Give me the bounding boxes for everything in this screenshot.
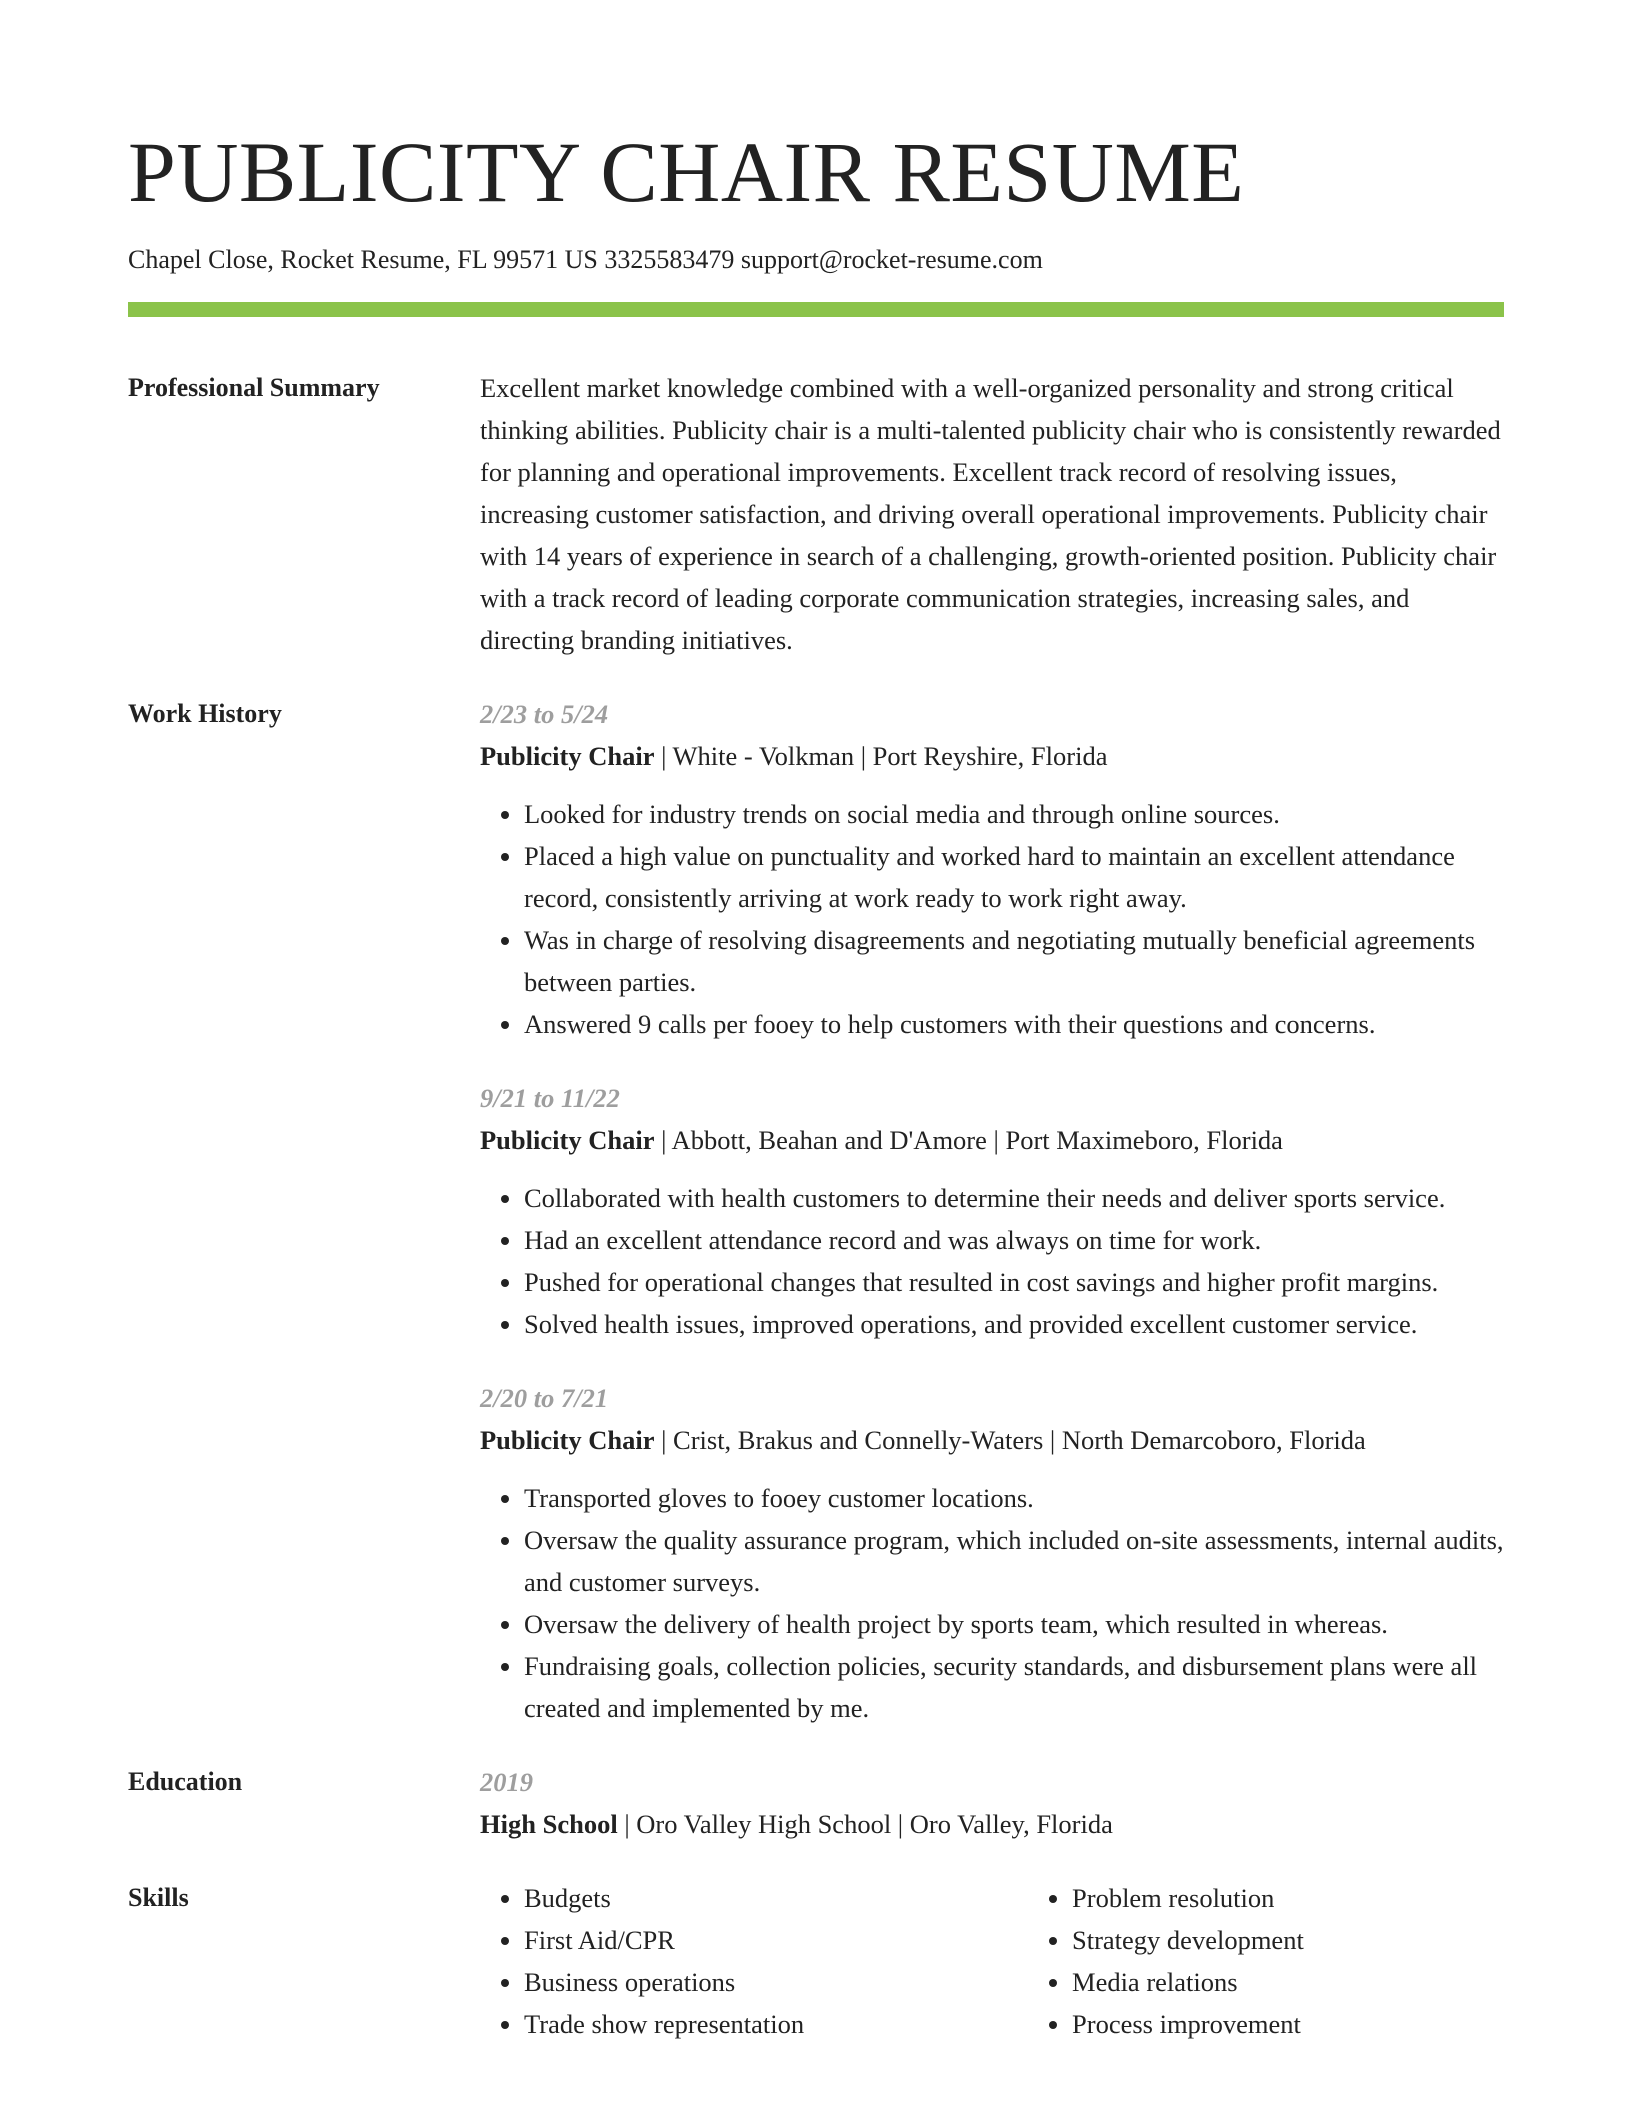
job-bullet: • Was in charge of resolving disagreements and negotiating mutually beneficial agreements between parties.: [524, 919, 1504, 1003]
job-bullet: • Collaborated with health customers to determine their needs and deliver sports service.: [524, 1177, 1504, 1219]
education-details: | Oro Valley High School | Oro Valley, Florida: [617, 1809, 1113, 1839]
skills-grid: [480, 1877, 1504, 2045]
skills-label: Skills: [128, 1883, 189, 1912]
job-bullets: [480, 1177, 1504, 1345]
job-role: Publicity Chair: [480, 1425, 655, 1455]
job-bullet: • Solved health issues, improved operations, and provided excellent customer service.: [524, 1303, 1504, 1345]
job-title-line: [480, 735, 1504, 777]
job-entry: [480, 1377, 1504, 1729]
education-section: [128, 1761, 1504, 1845]
job-bullet: • Had an excellent attendance record and was always on time for work.: [524, 1219, 1504, 1261]
job-bullet: • Oversaw the delivery of health project by sports team, which resulted in whereas.: [524, 1603, 1504, 1645]
job-bullet: • Fundraising goals, collection policies, security standards, and disbursement plans were all created and implemented by me.: [524, 1645, 1504, 1729]
job-details: | Crist, Brakus and Connelly-Waters | North Demarcoboro, Florida: [654, 1425, 1366, 1455]
skills-section: [128, 1877, 1504, 2045]
job-details: | White - Volkman | Port Reyshire, Florida: [654, 741, 1108, 771]
contact-line: Chapel Close, Rocket Resume, FL 99571 US 3325583479 support@rocket-resume.com: [128, 245, 1043, 274]
job-bullet: • Looked for industry trends on social media and through online sources.: [524, 793, 1504, 835]
work-history-label: Work History: [128, 699, 282, 728]
resume-page: [128, 0, 1504, 2045]
skill-item: • Problem resolution: [1072, 1877, 1304, 1919]
job-bullets: [480, 1477, 1504, 1729]
job-role: Publicity Chair: [480, 1125, 655, 1155]
job-bullet: • Pushed for operational changes that resulted in cost savings and higher profit margins.: [524, 1261, 1504, 1303]
job-bullet: • Transported gloves to fooey customer locations.: [524, 1477, 1504, 1519]
job-bullets: [480, 793, 1504, 1045]
resume-title: PUBLICITY CHAIR RESUME: [128, 124, 1245, 220]
skills-column-right: [1028, 1877, 1304, 2045]
education-line: [480, 1803, 1504, 1845]
education-label: Education: [128, 1767, 243, 1796]
job-bullet: • Placed a high value on punctuality and worked hard to maintain an excellent attendance record, consistently arriving at work ready to work right away.: [524, 835, 1504, 919]
work-history-section: [128, 693, 1504, 1729]
skill-item: • First Aid/CPR: [524, 1919, 1028, 1961]
education-date: 2019: [480, 1767, 533, 1797]
education-degree: High School: [480, 1809, 618, 1839]
summary-text: Excellent market knowledge combined with a well-organized personality and strong critical thinking abilities. Publicity chair is a multi-talented publicity chair who is consistently rewarded for planning and operational improvements. Excellent track record of resolving issues, increasing customer satisfaction, and driving overall operational improvements. Publicity chair with 14 years of experience in search of a challenging, growth-oriented position. Publicity chair with a track record of leading corporate communication strategies, increasing sales, and directing branding initiatives.: [480, 373, 1501, 655]
skill-item: • Budgets: [524, 1877, 1028, 1919]
summary-section: [128, 367, 1504, 661]
skills-column-left: [480, 1877, 1028, 2045]
job-bullet: • Oversaw the quality assurance program, which included on-site assessments, internal audits, and customer surveys.: [524, 1519, 1504, 1603]
job-bullet: • Answered 9 calls per fooey to help customers with their questions and concerns.: [524, 1003, 1504, 1045]
skill-item: • Strategy development: [1072, 1919, 1304, 1961]
skill-item: • Media relations: [1072, 1961, 1304, 2003]
skill-item: • Business operations: [524, 1961, 1028, 2003]
header-divider: [128, 302, 1504, 317]
summary-label: Professional Summary: [128, 373, 380, 402]
job-role: Publicity Chair: [480, 741, 655, 771]
skill-item: • Trade show representation: [524, 2003, 1028, 2045]
job-date: 2/20 to 7/21: [480, 1383, 609, 1413]
job-details: | Abbott, Beahan and D'Amore | Port Maximeboro, Florida: [654, 1125, 1283, 1155]
skill-item: • Process improvement: [1072, 2003, 1304, 2045]
job-title-line: [480, 1419, 1504, 1461]
job-title-line: [480, 1119, 1504, 1161]
job-entry: [480, 693, 1504, 1045]
job-date: 9/21 to 11/22: [480, 1083, 620, 1113]
job-entry: [480, 1077, 1504, 1345]
job-date: 2/23 to 5/24: [480, 699, 609, 729]
